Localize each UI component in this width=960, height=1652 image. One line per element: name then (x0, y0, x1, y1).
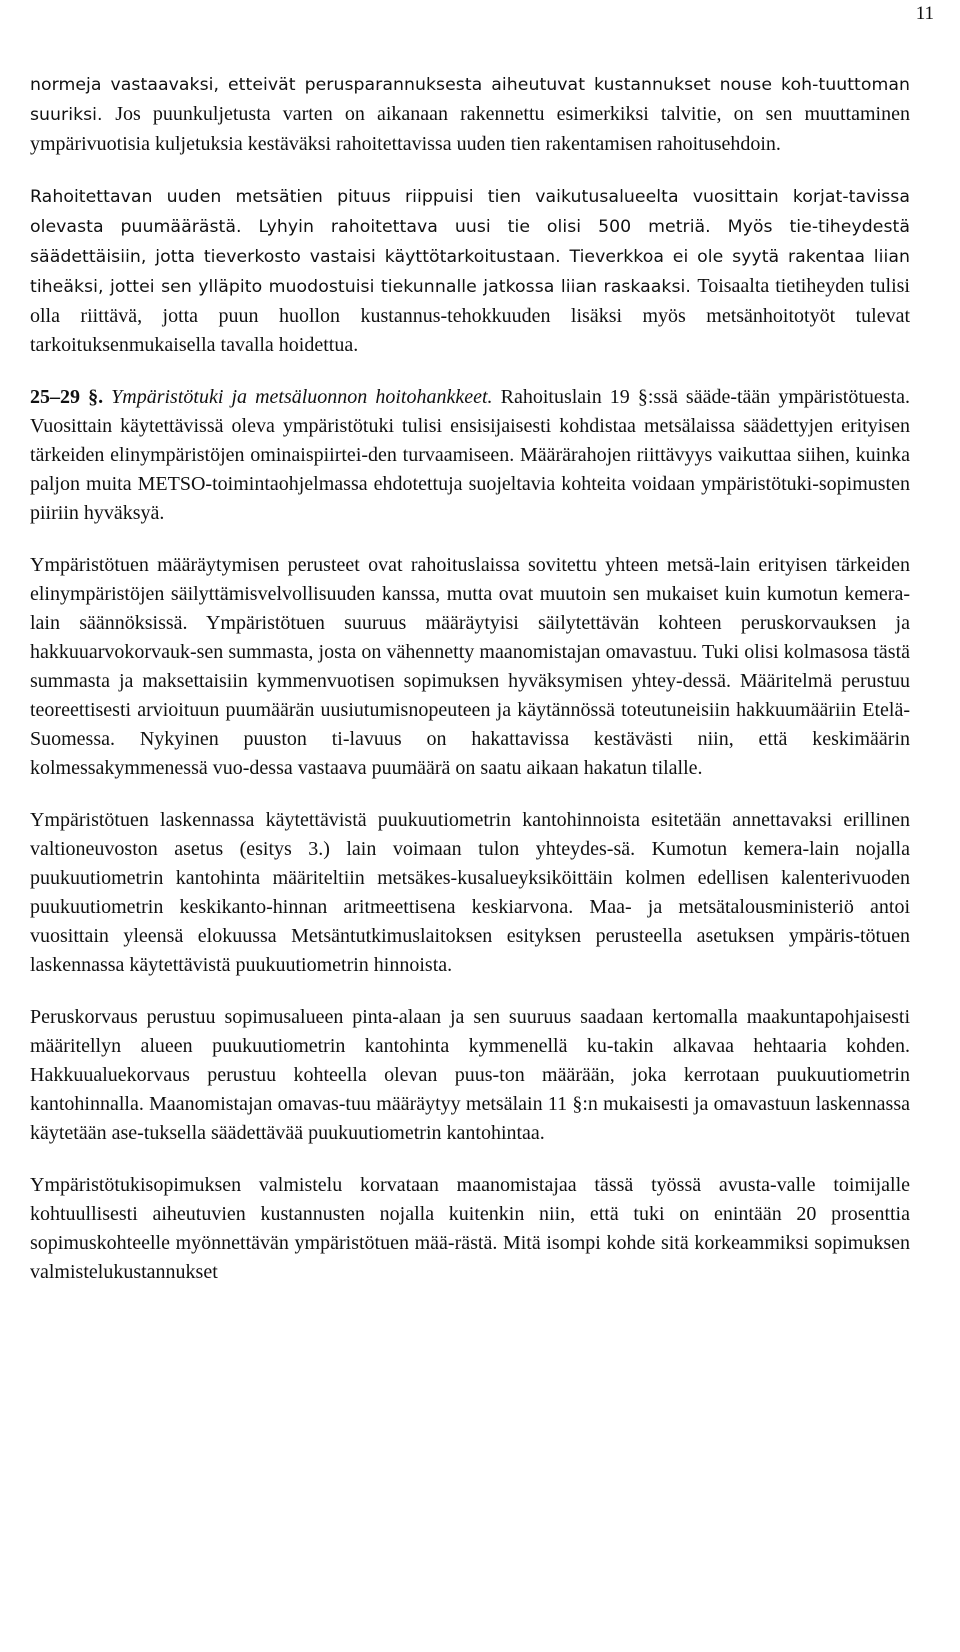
text-segment: Rahoitettavan uuden metsätien pituus riippuisi tien vaikutusalueelta vuosittain korjat-tavissa olevasta puumäärästä. Lyhyin rahoitettava uusi tie olisi 500 metriä. Myös tie-tiheydestä säädettäisiin, jotta tieverkosto vastaisi käyttötarkoitustaan. Tieverkkoa ei ole syytä rakentaa liian tiheäksi, jottei sen ylläpito muodostuisi tiekunnalle jatkossa liian raskaaksi. (30, 187, 910, 297)
paragraph (30, 1003, 910, 1148)
paragraph (30, 70, 910, 159)
paragraph (30, 182, 910, 360)
text-segment: Jos puunkuljetusta varten on aikanaan rakennettu esimerkiksi talvitie, on sen muuttaminen ympärivuotisia kuljetuksia kestäväksi rahoitettavissa uuden tien rakentamisen rahoitusehdoin. (30, 103, 910, 155)
text-segment: Ympäristötukisopimuksen valmistelu korvataan maanomistajaa tässä työssä avusta-valle toimijalle kohtuullisesti aiheutuvien kustannusten nojalla kuitenkin niin, että tuki on enintään 20 prosenttia sopimuskohteelle myönnettävän ympäristötuen mää-rästä. Mitä isompi kohde sitä korkeammiksi sopimuksen valmistelukustannukset (30, 1174, 910, 1283)
section-heading: Ympäristötuki ja metsäluonnon hoitohankkeet. (111, 386, 501, 408)
paragraph (30, 1171, 910, 1287)
text-segment: normeja vastaavaksi, etteivät perusparannuksesta aiheutuvat kustannukset nouse koh-tuuttoman suuriksi. (30, 75, 910, 125)
page-number: 11 (915, 3, 934, 24)
text-segment: Rahoituslain 19 §:ssä sääde-tään ympäristötuesta. Vuosittain käytettävissä oleva ympäristötuki tulisi ensisijaisesti kohdistaa metsälaissa säädettyjen erityisen tärkeiden elinympäristöjen ominaispiirtei-den turvaamiseen. Määrärahojen riittävyys vaikuttaa siihen, kuinka paljon muita METSO-toimintaohjelmassa ehdotettuja suojeltavia kohteita voidaan ympäristötuki-sopimusten piiriin hyväksyä. (30, 386, 911, 524)
document-body (30, 70, 910, 1310)
paragraph (30, 551, 910, 783)
text-segment: Ympäristötuen laskennassa käytettävistä puukuutiometrin kantohinnoista esitetään annettavaksi erillinen valtioneuvoston asetus (esitys 3.) lain voimaan tulon yhteydes-sä. Kumotun kemera-lain nojalla puukuutiometrin kantohinta määriteltiin metsäkes-kusalueyksiköittäin kolmen edellisen kalenterivuoden puukuutiometrin keskikanto-hinnan aritmeettisena keskiarvona. Maa- ja metsätalousministeriö antoi vuosittain yleensä elokuussa Metsäntutkimuslaitoksen esityksen perusteella asetuksen ympäris-tötuen laskennassa käytettävistä puukuutiometrin hinnoista. (30, 809, 910, 976)
text-segment: Peruskorvaus perustuu sopimusalueen pinta-alaan ja sen suuruus saadaan kertomalla maakuntapohjaisesti määritellyn alueen puukuutiometrin kantohinta kymmenellä ku-takin alkavaa hehtaaria kohden. Hakkuualuekorvaus perustuu kohteella olevan puus-ton määrään, joka kerrotaan puukuutiometrin kantohinnalla. Maanomistajan omavas-tuu määräytyy metsälain 11 §:n mukaisesti ja omavastuun laskennassa käytetään ase-tuksella säädettävää puukuutiometrin kantohintaa. (30, 1006, 910, 1144)
text-segment: Ympäristötuen määräytymisen perusteet ovat rahoituslaissa sovitettu yhteen metsä-lain erityisen tärkeiden elinympäristöjen säilyttämisvelvollisuuden kanssa, mutta ovat muutoin sen mukaiset kuin kumotun kemera-lain säännöksissä. Ympäristötuen suuruus määräytyisi säilytettävän kohteen peruskorvauksen ja hakkuuarvokorvauk-sen summasta, josta on vähennetty maanomistajan omavastuu. Tuki olisi kolmasosa tästä summasta ja maksettaisiin kymmenvuotisen sopimuksen hyväksymisen yhtey-dessä. Määritelmä perustuu teoreettisesti arvioituun puumäärän uusiutumisnopeuteen ja käytännössä toteutuneisiin hakkuumääriin Etelä-Suomessa. Nykyinen puuston ti-lavuus on hakattavissa kestävästi niin, että keskimäärin kolmessakymmenessä vuo-dessa vastaava puumäärä on saatu aikaan hakatun tilalle. (30, 554, 910, 779)
section-number: 25–29 §. (30, 386, 112, 408)
text-segment: Toisaalta tietiheyden tulisi olla riittävä, jotta puun huollon kustannus-tehokkuuden lisäksi myös metsänhoitotyöt tulevat tarkoituksenmukaisella tavalla hoidettua. (30, 275, 910, 356)
paragraph (30, 806, 910, 980)
paragraph (30, 383, 910, 528)
